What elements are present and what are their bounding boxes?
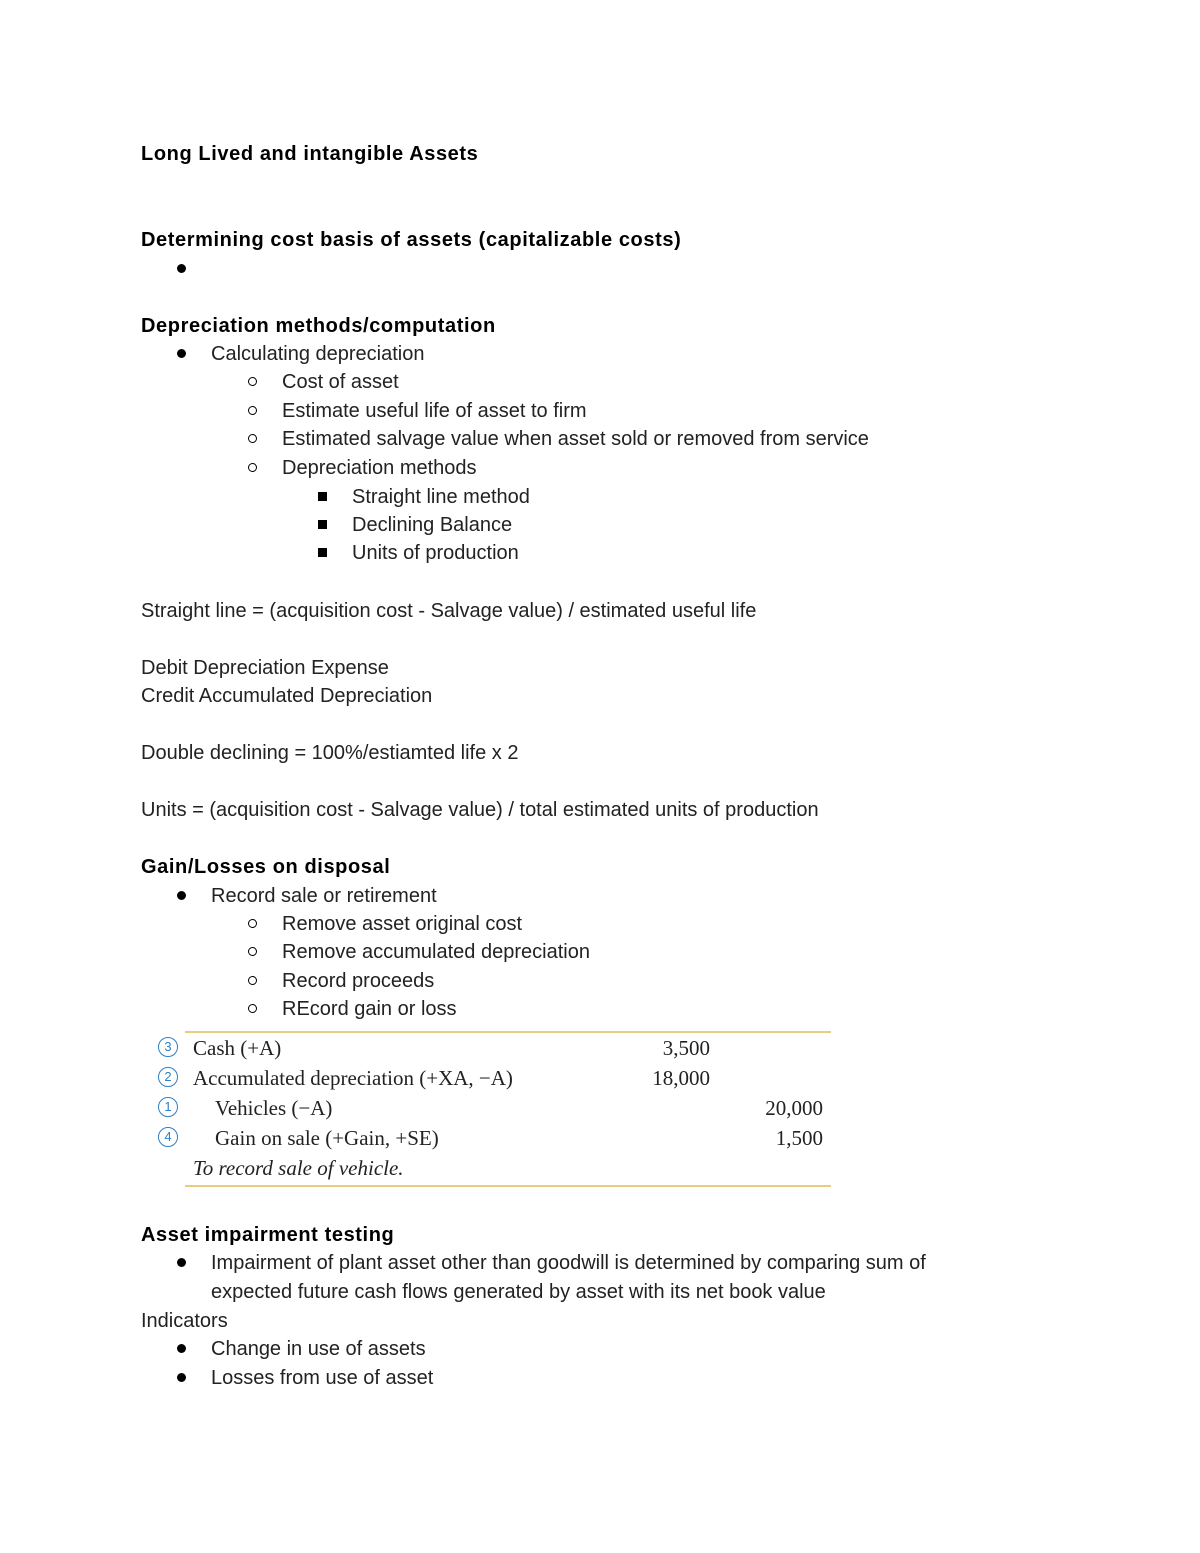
- depreciation-sub-item: Depreciation methods: [282, 457, 477, 479]
- disposal-sub-item: Record proceeds: [282, 970, 435, 992]
- page-title: Long Lived and intangible Assets: [141, 143, 479, 165]
- depreciation-sub-item: Cost of asset: [282, 371, 399, 393]
- bullet-circle: [248, 425, 257, 453]
- journal-credit-amount: 20,000: [765, 1096, 823, 1120]
- bullet-circle: [248, 910, 257, 938]
- depreciation-method-item: Units of production: [352, 542, 519, 564]
- journal-entry-row: [164, 1123, 831, 1153]
- indicator-item: Change in use of assets: [211, 1338, 426, 1360]
- depreciation-bullet: Calculating depreciation: [211, 343, 425, 365]
- journal-entry-row: [164, 1063, 831, 1093]
- bullet-disc: [177, 1364, 186, 1392]
- depreciation-sub-item: Estimated salvage value when asset sold or removed from service: [282, 428, 869, 450]
- journal-entry-row: [164, 1033, 831, 1063]
- bullet-disc: [177, 1249, 186, 1277]
- depreciation-sub-item: Estimate useful life of asset to firm: [282, 400, 587, 422]
- bullet-circle: [248, 938, 257, 966]
- bullet-circle: [248, 967, 257, 995]
- bullet-circle: [248, 454, 257, 482]
- bullet-square: [318, 539, 327, 567]
- bullet-square: [318, 511, 327, 539]
- journal-entry-table: [164, 1031, 831, 1187]
- journal-entry-row: [164, 1093, 831, 1123]
- depreciation-method-item: Straight line method: [352, 486, 530, 508]
- disposal-bullet: Record sale or retirement: [211, 885, 437, 907]
- disposal-sub-item: Remove asset original cost: [282, 913, 523, 935]
- depreciation-method-item: Declining Balance: [352, 514, 513, 536]
- bullet-circle: [248, 397, 257, 425]
- journal-account: Vehicles (−A): [215, 1096, 333, 1120]
- journal-entry-note: To record sale of vehicle.: [193, 1156, 404, 1180]
- formula-straight-line: Straight line = (acquisition cost - Salvage value) / estimated useful life: [141, 600, 757, 622]
- bullet-circle: [248, 368, 257, 396]
- indicators-label: Indicators: [141, 1310, 228, 1332]
- bullet-disc: [177, 1335, 186, 1363]
- journal-credit-amount: 1,500: [775, 1126, 823, 1150]
- step-number-icon: 1: [158, 1097, 178, 1117]
- journal-credit-line: Credit Accumulated Depreciation: [141, 685, 433, 707]
- step-number-icon: 3: [158, 1037, 178, 1057]
- disposal-sub-item: Remove accumulated depreciation: [282, 941, 590, 963]
- bullet-disc: [177, 340, 186, 368]
- bullet-square: [318, 483, 327, 511]
- formula-units: Units = (acquisition cost - Salvage value) / total estimated units of production: [141, 799, 819, 821]
- step-number-icon: 4: [158, 1127, 178, 1147]
- heading-depreciation: Depreciation methods/computation: [141, 315, 496, 337]
- impairment-bullet-line: Impairment of plant asset other than goodwill is determined by comparing sum of: [211, 1252, 926, 1274]
- journal-debit-amount: 3,500: [662, 1036, 710, 1060]
- bullet-disc: [177, 882, 186, 910]
- journal-debit-line: Debit Depreciation Expense: [141, 657, 389, 679]
- journal-debit-amount: 18,000: [652, 1066, 710, 1090]
- disposal-sub-item: REcord gain or loss: [282, 998, 457, 1020]
- heading-disposal: Gain/Losses on disposal: [141, 856, 391, 878]
- step-number-icon: 2: [158, 1067, 178, 1087]
- bullet-disc: [177, 255, 186, 283]
- heading-impairment: Asset impairment testing: [141, 1224, 395, 1246]
- formula-double-declining: Double declining = 100%/estiamted life x 2: [141, 742, 519, 764]
- impairment-bullet-line: expected future cash flows generated by asset with its net book value: [211, 1281, 826, 1303]
- heading-cost-basis: Determining cost basis of assets (capitalizable costs): [141, 229, 682, 251]
- bullet-circle: [248, 995, 257, 1023]
- journal-account: Accumulated depreciation (+XA, −A): [193, 1066, 513, 1090]
- journal-account: Gain on sale (+Gain, +SE): [215, 1126, 439, 1150]
- journal-account: Cash (+A): [193, 1036, 282, 1060]
- indicator-item: Losses from use of asset: [211, 1367, 434, 1389]
